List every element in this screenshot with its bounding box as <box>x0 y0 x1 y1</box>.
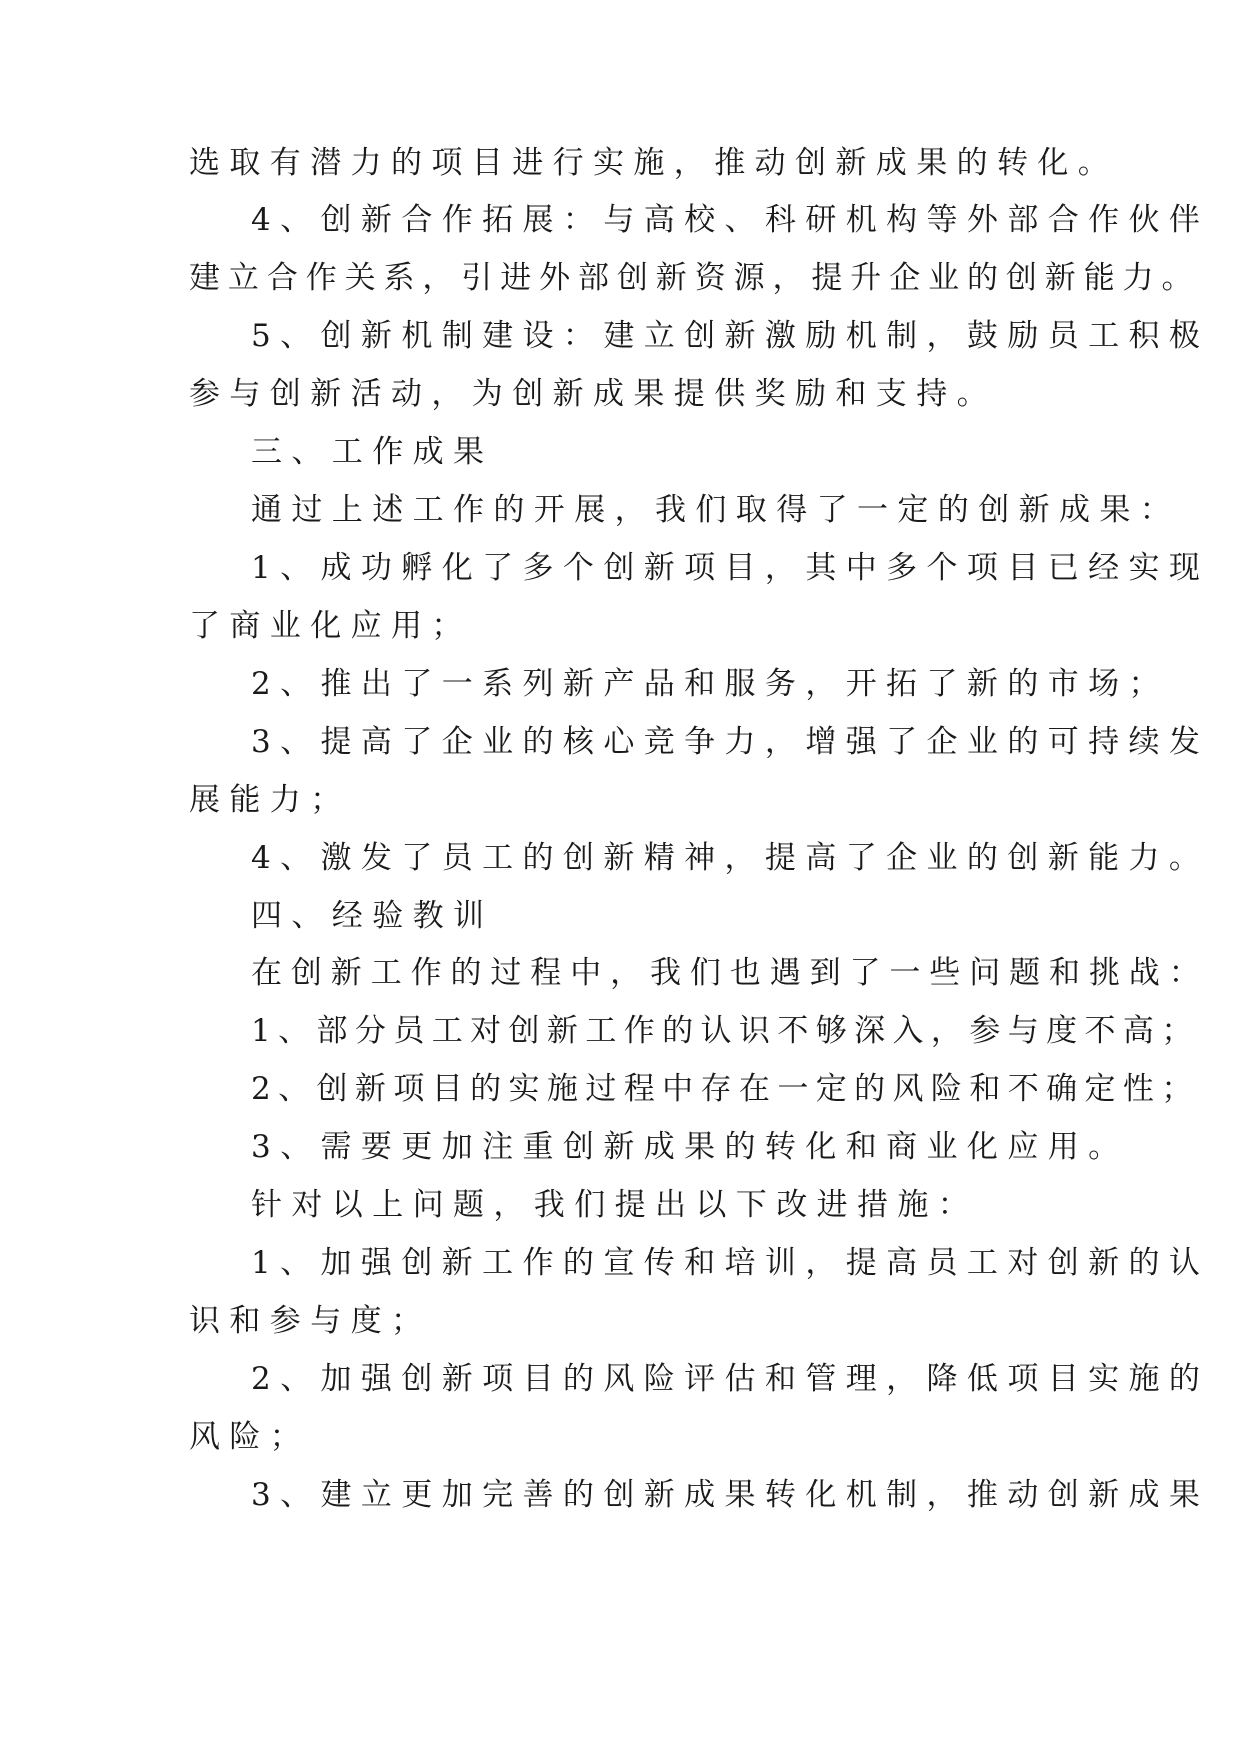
text-line: 3、提高了企业的核心竞争力，增强了企业的可持续发 <box>251 724 1210 760</box>
text-line: 1、成功孵化了多个创新项目，其中多个项目已经实现 <box>251 550 1210 586</box>
text-line: 1、加强创新工作的宣传和培训，提高员工对创新的认 <box>251 1245 1210 1281</box>
text-line: 风险； <box>189 1419 311 1455</box>
text-line: 1、部分员工对创新工作的认识不够深入，参与度不高； <box>251 1013 1200 1049</box>
text-line: 2、创新项目的实施过程中存在一定的风险和不确定性； <box>251 1071 1200 1107</box>
text-line: 建立合作关系，引进外部创新资源，提升企业的创新能力。 <box>189 260 1201 296</box>
section-heading: 三、工作成果 <box>251 434 494 470</box>
text-line: 针对以上问题，我们提出以下改进措施： <box>251 1187 979 1223</box>
text-line: 4、激发了员工的创新精神，提高了企业的创新能力。 <box>251 840 1210 876</box>
text-line: 参与创新活动，为创新成果提供奖励和支持。 <box>189 376 997 412</box>
text-line: 2、加强创新项目的风险评估和管理，降低项目实施的 <box>251 1361 1210 1397</box>
text-line: 选取有潜力的项目进行实施，推动创新成果的转化。 <box>189 145 1119 181</box>
text-line: 2、推出了一系列新产品和服务，开拓了新的市场； <box>251 666 1169 702</box>
text-line: 展能力； <box>189 782 351 818</box>
text-line: 3、需要更加注重创新成果的转化和商业化应用。 <box>251 1129 1129 1165</box>
text-line: 5、创新机制建设：建立创新激励机制，鼓励员工积极 <box>251 318 1210 354</box>
text-line: 4、创新合作拓展：与高校、科研机构等外部合作伙伴 <box>251 202 1210 238</box>
text-line: 3、建立更加完善的创新成果转化机制，推动创新成果 <box>251 1477 1210 1513</box>
text-line: 在创新工作的过程中，我们也遇到了一些问题和挑战： <box>251 955 1209 991</box>
text-line: 了商业化应用； <box>189 608 472 644</box>
section-heading: 四、经验教训 <box>251 898 494 934</box>
text-line: 识和参与度； <box>189 1303 432 1339</box>
text-line: 通过上述工作的开展，我们取得了一定的创新成果： <box>251 492 1181 528</box>
